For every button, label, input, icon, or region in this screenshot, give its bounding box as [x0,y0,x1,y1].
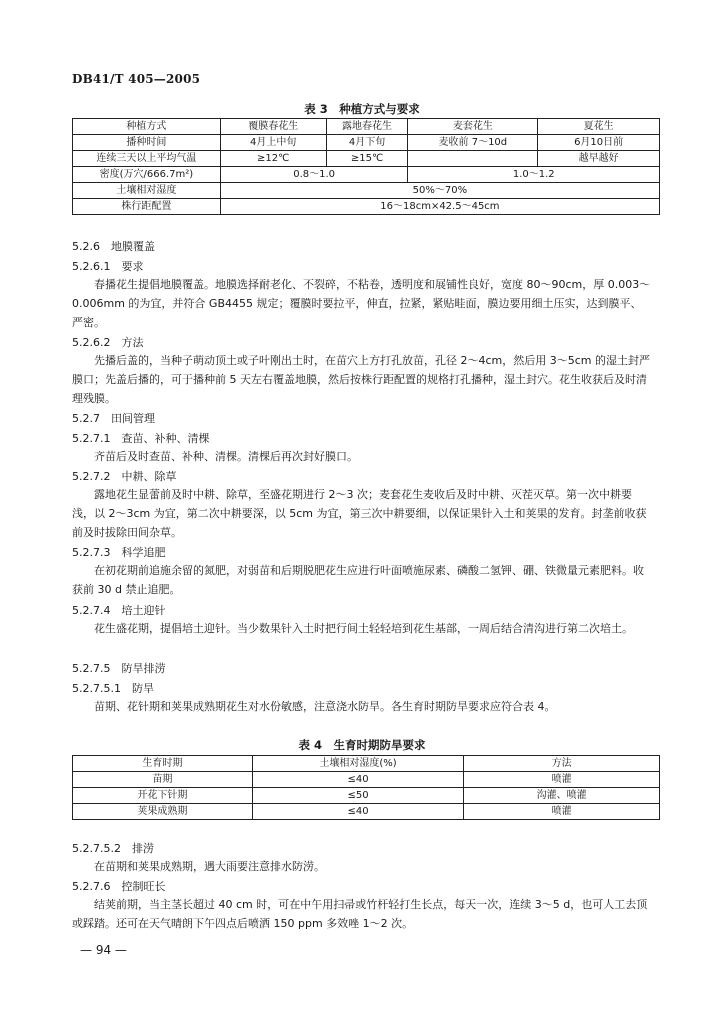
table-cell: 密度(万穴/666.7m²) [73,167,221,183]
table-cell: 0.8～1.0 [220,167,408,183]
section-heading: 5.2.6.2 方法 [72,336,144,349]
section-heading: 5.2.6 地膜覆盖 [72,240,155,253]
paragraph: 齐苗后及时查苗、补种、清棵。清棵后再次封好膜口。 [94,450,358,463]
section-heading: 5.2.7.1 查苗、补种、清棵 [72,432,210,445]
section-heading: 5.2.7.5.2 排涝 [72,842,154,855]
table-cell: 喷灌 [464,772,660,788]
table-cell [408,151,538,167]
table-cell: 沟灌、喷灌 [464,788,660,804]
table4-caption: 表 4 生育时期防旱要求 [298,738,426,752]
table-cell: ≤40 [252,804,464,820]
table-cell: 4月下旬 [326,135,408,151]
section-heading: 5.2.7.5 防旱排涝 [72,662,166,675]
table-header-cell: 土壤相对湿度(%) [252,756,464,772]
table-row [73,772,660,788]
table3-caption: 表 3 种植方式与要求 [304,102,420,116]
table-row [73,788,660,804]
table3-planting-methods [72,118,660,215]
table-header-cell: 种植方式 [73,119,221,135]
page-number: — 94 — [80,943,127,957]
table-cell: 连续三天以上平均气温 [73,151,221,167]
paragraph: 花生盛花期，提倡培土迎针。当少数果针入土时把行间土轻轻培到花生基部，一周后结合清沟进行第二次培土。 [94,622,633,635]
table-cell: 株行距配置 [73,199,221,215]
table-cell: ≤40 [252,772,464,788]
table-header-cell: 麦套花生 [408,119,538,135]
table-header-cell: 方法 [464,756,660,772]
table-cell: ≥12℃ [220,151,326,167]
table-row [73,199,660,215]
table-header-cell: 覆膜春花生 [220,119,326,135]
table-cell: 麦收前 7～10d [408,135,538,151]
paragraph: 结荚前期，当主茎长超过 40 cm 时，可在中午用扫帚或竹杆轻打生长点，每天一次，连续 3～5 d，也可人工去顶或踩踏。还可在天气晴朗下午四点后喷洒 150 ppm 多效唑 1～2 次。 [72,898,648,930]
table-cell: 4月上中旬 [220,135,326,151]
table-cell: 播种时间 [73,135,221,151]
paragraph: 露地花生显蕾前及时中耕、除草，至盛花期进行 2～3 次；麦套花生麦收后及时中耕、灭茬灭草。第一次中耕要浅，以 2～3cm 为宜，第二次中耕要深，以 5cm 为宜，第三次中耕要细，以保证果针入土和荚果的发育。封垄前收获前及时拔除田间杂草。 [72,488,647,539]
table-cell: 16～18cm×42.5～45cm [220,199,659,215]
section-heading: 5.2.7.5.1 防旱 [72,682,154,695]
table-cell: 6月10日前 [538,135,660,151]
table-row [73,135,660,151]
table-cell: 荚果成熟期 [73,804,253,820]
paragraph: 在苗期和荚果成熟期，遇大雨要注意排水防涝。 [94,860,325,873]
table-cell: 苗期 [73,772,253,788]
table-row [73,183,660,199]
section-heading: 5.2.7.3 科学追肥 [72,546,166,559]
table-header-cell: 生育时期 [73,756,253,772]
table-cell: 开花下针期 [73,788,253,804]
section-heading: 5.2.7.6 控制旺长 [72,880,166,893]
table-cell: 土壤相对湿度 [73,183,221,199]
paragraph: 春播花生提倡地膜覆盖。地膜选择耐老化、不裂碎，不粘卷，透明度和展铺性良好，宽度 80～90cm，厚 0.003～0.006mm 的为宜，并符合 GB4455 规定；覆膜时要拉平，伸直，拉紧，紧贴畦面，膜边要用细土压实，达到膜平、严密。 [72,278,651,329]
table-cell: 越早越好 [538,151,660,167]
section-heading: 5.2.7.4 培土迎针 [72,604,166,617]
table-cell: 喷灌 [464,804,660,820]
table-cell: 1.0～1.2 [408,167,660,183]
table-header-cell: 露地春花生 [326,119,408,135]
table4-drought-requirements [72,755,660,820]
section-heading: 5.2.6.1 要求 [72,260,144,273]
table-row [73,167,660,183]
table-row [73,151,660,167]
table-cell: ≥15℃ [326,151,408,167]
section-heading: 5.2.7 田间管理 [72,412,155,425]
table-row [73,756,660,772]
table-row [73,804,660,820]
paragraph: 苗期、花针期和荚果成熟期花生对水份敏感，注意浇水防旱。各生育时期防旱要求应符合表 4。 [94,700,556,713]
section-heading: 5.2.7.2 中耕、除草 [72,470,177,483]
table-header-cell: 夏花生 [538,119,660,135]
table-cell: 50%～70% [220,183,659,199]
standard-number-header: DB41/T 405—2005 [72,72,201,86]
paragraph: 在初花期前追施余留的氮肥，对弱苗和后期脱肥花生应进行叶面喷施尿素、磷酸二氢钾、硼、铁微量元素肥料。收获前 30 d 禁止追肥。 [72,564,644,596]
paragraph: 先播后盖的，当种子萌动顶土或子叶刚出土时，在苗穴上方打孔放苗，孔径 2～4cm，然后用 3～5cm 的湿土封严膜口；先盖后播的，可于播种前 5 天左右覆盖地膜，然后按株行距配置的规格打孔播种，湿土封穴。花生收获后及时清理残膜。 [72,354,651,405]
table-row [73,119,660,135]
table-cell: ≤50 [252,788,464,804]
